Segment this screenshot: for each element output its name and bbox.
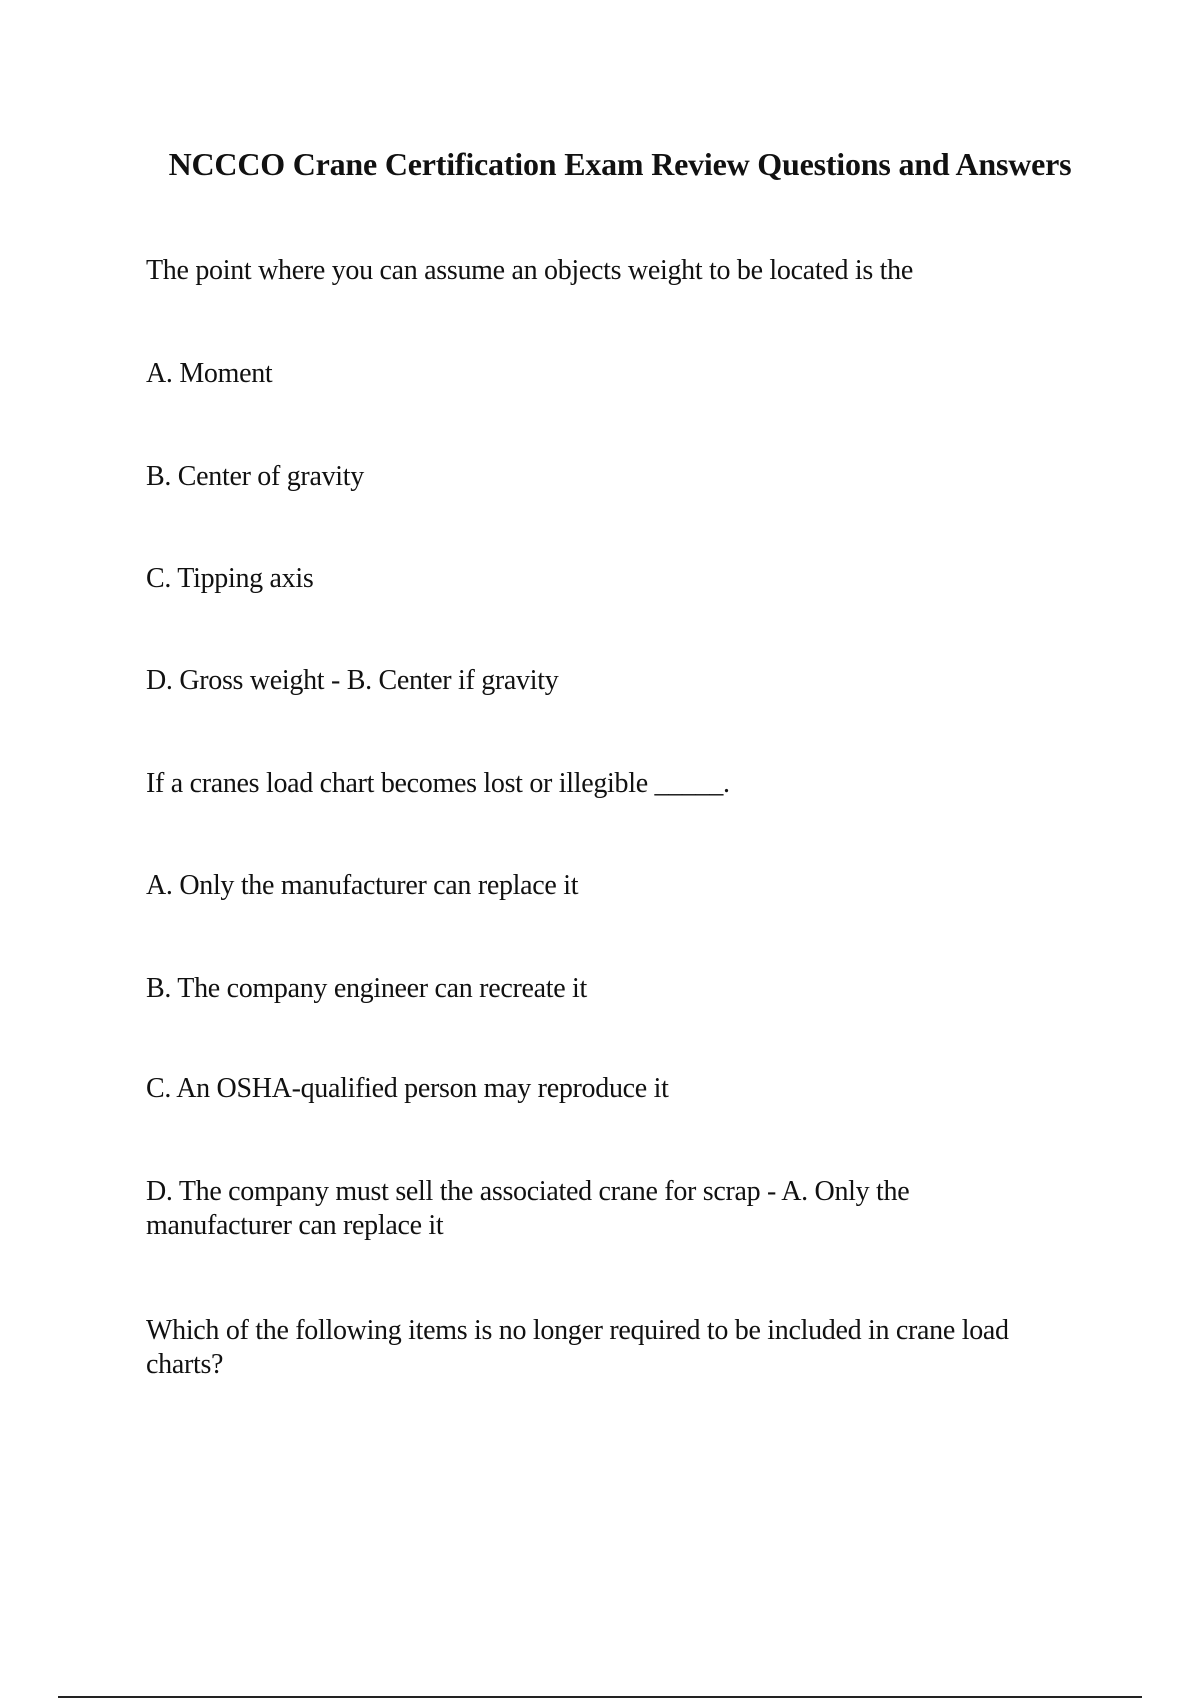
question-1-option-d: D. Gross weight - B. Center if gravity [146, 665, 559, 696]
question-1-option-a: A. Moment [146, 358, 273, 389]
question-2-option-a: A. Only the manufacturer can replace it [146, 870, 579, 901]
question-2-prompt: If a cranes load chart becomes lost or illegible _____. [146, 768, 730, 799]
question-2-option-d: D. The company must sell the associated crane for scrap - A. Only the manufacturer can replace it [146, 1176, 910, 1241]
question-2-option-b: B. The company engineer can recreate it [146, 973, 588, 1004]
question-1-option-c: C. Tipping axis [146, 563, 314, 594]
document-title: NCCCO Crane Certification Exam Review Questions and Answers [168, 146, 1072, 182]
question-1-prompt: The point where you can assume an objects weight to be located is the [146, 255, 913, 286]
question-3-prompt: Which of the following items is no longer required to be included in crane load charts? [146, 1315, 1009, 1380]
question-1-option-b: B. Center of gravity [146, 461, 364, 492]
question-2-option-c: C. An OSHA-qualified person may reproduce it [146, 1073, 669, 1104]
footer-divider [58, 1696, 1142, 1698]
